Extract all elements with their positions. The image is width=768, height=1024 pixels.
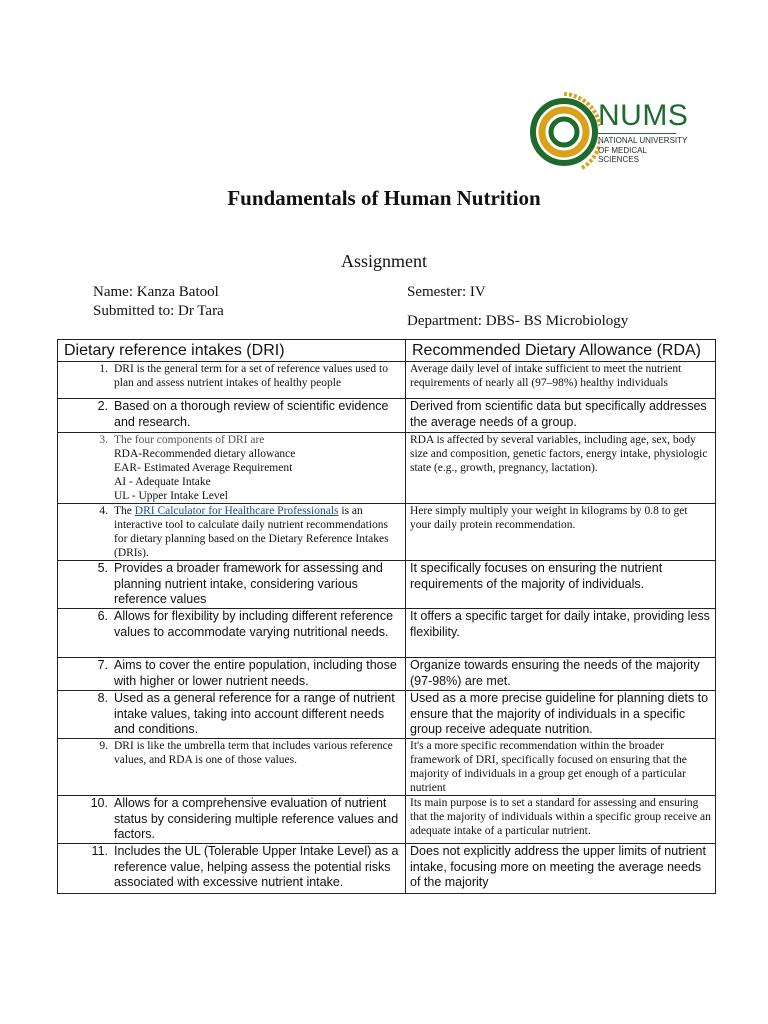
student-name: Name: Kanza Batool — [93, 284, 219, 300]
dri-cell-prefix: The — [114, 505, 135, 517]
rda-cell: Used as a more precise guideline for planning diets to ensure that the majority of individuals in a specific group receive adequate nutrition. — [410, 691, 709, 736]
rda-cell: Organize towards ensuring the needs of the majority (97-98%) are met. — [410, 658, 700, 688]
row-number: 10. — [90, 796, 108, 810]
nums-emblem-icon — [530, 86, 600, 178]
logo-line1: NATIONAL UNIVERSITY — [598, 136, 688, 145]
dri-cell: Used as a general reference for a range of nutrient intake values, taking into account different needs and conditions. — [114, 691, 395, 736]
row-number: 3. — [99, 434, 108, 446]
row-number: 9. — [99, 740, 108, 752]
rda-cell: It's a more specific recommendation within the broader framework of DRI, specifically focused on ensuring that the majority of individuals in a group get enough of a particular nutrient — [410, 740, 687, 794]
table-row — [58, 504, 716, 561]
row-number: 7. — [97, 658, 108, 672]
dri-cell: The four components of DRI are — [114, 434, 265, 446]
dri-cell: DRI is the general term for a set of reference values used to plan and assess nutrient intakes of healthy people — [114, 363, 388, 389]
table-row — [58, 691, 716, 739]
header-dri: Dietary reference intakes (DRI) — [58, 340, 406, 362]
dri-cell: DRI is like the umbrella term that includes various reference values, and RDA is one of those values. — [114, 740, 393, 766]
table-row — [58, 433, 716, 504]
document-title: Fundamentals of Human Nutrition — [227, 186, 541, 210]
dri-cell-suffix: is an interactive tool to calculate daily nutrient recommendations for dietary planning based on the Dietary Reference Intakes (DRIs). — [114, 505, 389, 559]
rda-cell: RDA is affected by several variables, including age, sex, body size and composition, genetic factors, energy intake, physiologic state (e.g., growth, pregnancy, lactation). — [410, 434, 708, 474]
rda-cell: Its main purpose is to set a standard for assessing and ensuring that the majority of individuals within a specific group receive an adequate intake of a particular nutrient. — [410, 797, 711, 837]
dri-cell: Allows for flexibility by including different reference values to accommodate varying nutritional needs. — [114, 609, 394, 639]
row-number: 11. — [91, 844, 108, 858]
dri-cell: Includes the UL (Tolerable Upper Intake Level) as a reference value, helping assess the potential risks associated with excessive nutrient intake. — [114, 844, 399, 889]
document-subtitle: Assignment — [340, 251, 427, 271]
logo-line2: OF MEDICAL SCIENCES — [598, 145, 647, 164]
row-number: 8. — [97, 691, 108, 705]
logo-name: NUMS — [598, 99, 689, 132]
row-number: 6. — [97, 609, 108, 623]
row-number: 4. — [99, 505, 108, 517]
rda-cell: It specifically focuses on ensuring the nutrient requirements of the majority of individuals. — [410, 561, 663, 591]
dri-calculator-link[interactable]: DRI Calculator for Healthcare Professionals — [134, 505, 339, 517]
table-header-row — [58, 340, 716, 362]
table-row — [58, 399, 716, 433]
row-number: 2. — [97, 399, 108, 413]
table-row — [58, 739, 716, 796]
table-row — [58, 844, 716, 894]
list-item: AI - Adequate Intake — [114, 476, 211, 488]
rda-cell: Does not explicitly address the upper limits of nutrient intake, focusing more on meeting the average needs of the majority — [410, 844, 706, 889]
table-row — [58, 658, 716, 691]
rda-cell: It offers a specific target for daily intake, providing less flexibility. — [410, 609, 710, 639]
dri-cell: Provides a broader framework for assessing and planning nutrient intake, considering various reference values — [114, 561, 383, 606]
rda-cell: Here simply multiply your weight in kilograms by 0.8 to get your daily protein recommendation. — [410, 505, 688, 531]
header-rda: Recommended Dietary Allowance (RDA) — [406, 340, 716, 362]
row-number: 5. — [97, 561, 108, 575]
rda-cell: Average daily level of intake sufficient to meet the nutrient requirements of nearly all (97–98%) healthy individuals — [410, 363, 682, 389]
submitted-to: Submitted to: Dr Tara — [93, 303, 224, 319]
department: Department: DBS- BS Microbiology — [407, 313, 629, 329]
table-row — [58, 796, 716, 844]
table-row — [58, 561, 716, 609]
table-row — [58, 362, 716, 399]
list-item: RDA-Recommended dietary allowance — [114, 448, 296, 460]
comparison-table — [57, 339, 716, 894]
dri-components-list — [114, 447, 401, 503]
row-number: 1. — [99, 363, 108, 375]
semester: Semester: IV — [407, 284, 486, 300]
dri-cell: Allows for a comprehensive evaluation of nutrient status by considering multiple reference values and factors. — [114, 796, 399, 841]
dri-cell: Based on a thorough review of scientific evidence and research. — [114, 399, 389, 429]
nums-logo — [530, 86, 689, 178]
rda-cell: Derived from scientific data but specifically addresses the average needs of a group. — [410, 399, 707, 429]
list-item: EAR- Estimated Average Requirement — [114, 462, 293, 474]
dri-cell: Aims to cover the entire population, including those with higher or lower nutrient needs. — [114, 658, 397, 688]
list-item: UL - Upper Intake Level — [114, 490, 228, 502]
table-row — [58, 609, 716, 658]
